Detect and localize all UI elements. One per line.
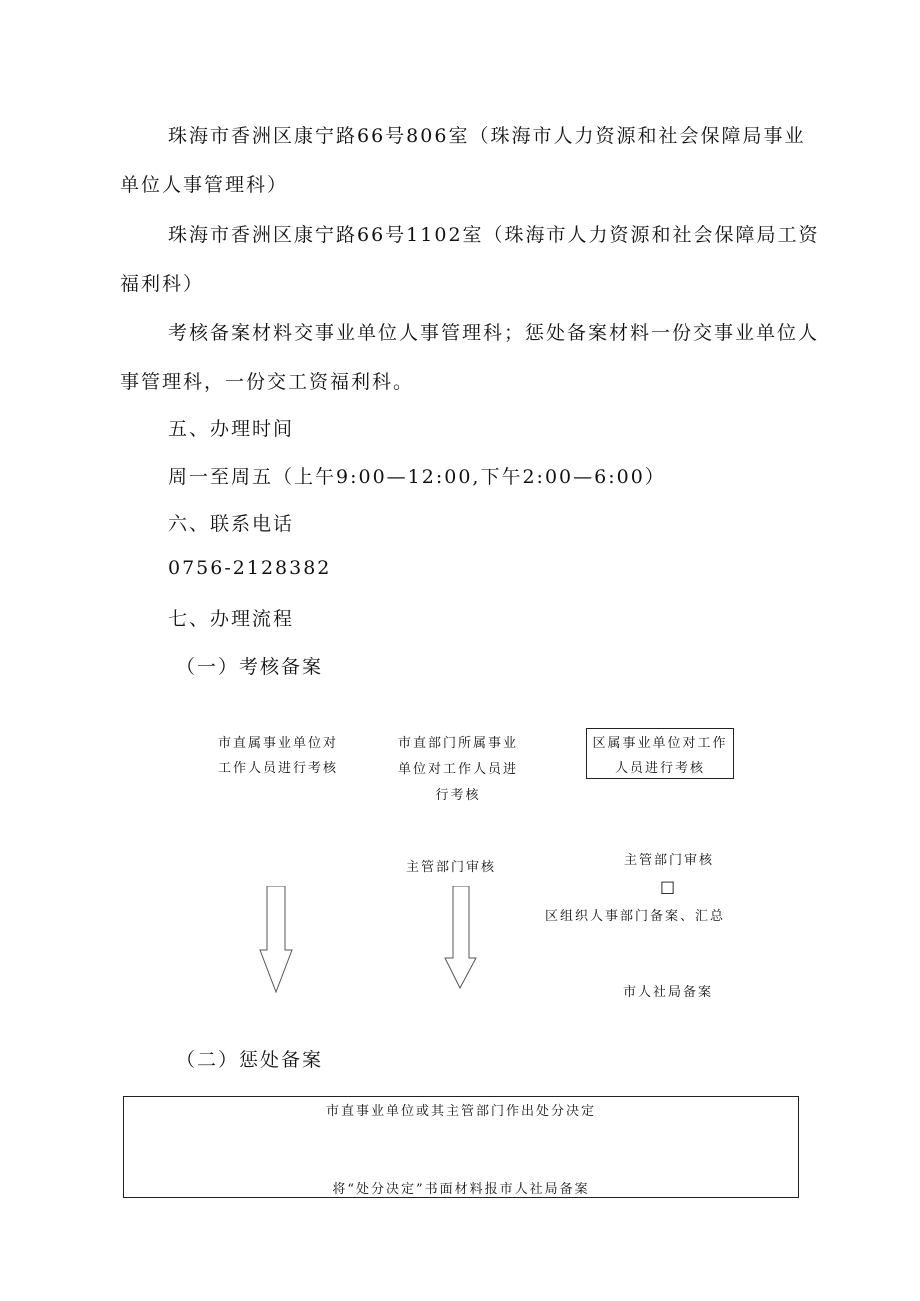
flow1-col3-text	[586, 731, 734, 781]
address-2-line-2: 福利科）	[120, 273, 205, 295]
flow1-col2-review: 主管部门审核	[406, 860, 497, 875]
flow1-col3-square-glyph: □	[660, 877, 678, 896]
flow1-col2-line3: 行考核	[435, 788, 481, 803]
subsection-1-heading: （一）考核备案	[176, 656, 324, 678]
flow1-col2-line2: 单位对工作人员进	[397, 762, 518, 777]
flow1-col2-line1: 市直部门所属事业	[397, 736, 518, 751]
flow1-col3-city: 市人社局备案	[623, 985, 714, 1000]
address-2-line-1: 珠海市香洲区康宁路66号1102室（珠海市人力资源和社会保障局工资	[168, 224, 820, 246]
address-1-line-1: 珠海市香洲区康宁路66号806室（珠海市人力资源和社会保障局事业	[168, 125, 806, 147]
flow1-col3-line1: 区属事业单位对工作	[592, 736, 728, 751]
office-hours: 周一至周五（上午9:00—12:00,下午2:00—6:00）	[168, 466, 666, 488]
flow2-step-2: 将“处分决定”书面材料报市人社局备案	[332, 1182, 590, 1197]
section-6-heading: 六、联系电话	[168, 513, 295, 535]
section-5-heading: 五、办理时间	[168, 418, 295, 440]
flow1-col1-text	[198, 731, 358, 781]
flow1-col1-line1: 市直属事业单位对	[217, 736, 338, 751]
submission-line-2: 事管理科，一份交工资福利科。	[120, 371, 415, 393]
submission-line-1: 考核备案材料交事业单位人事管理科；惩处备案材料一份交事业单位人	[168, 322, 820, 344]
contact-phone: 0756-2128382	[168, 557, 332, 579]
section-7-heading: 七、办理流程	[168, 608, 295, 630]
flow1-col3-district: 区组织人事部门备案、汇总	[545, 909, 726, 924]
flow1-col1-line2: 工作人员进行考核	[217, 761, 338, 776]
flow1-col1-down-arrow-icon	[256, 886, 296, 996]
address-1-line-2: 单位人事管理科）	[120, 174, 289, 196]
flow1-col3-review: 主管部门审核	[624, 853, 715, 868]
flow1-col2-text	[378, 731, 538, 809]
flow1-col2-down-arrow-icon	[443, 886, 479, 990]
flow1-col3-line2: 人员进行考核	[614, 761, 705, 776]
flow2-step-1: 市直事业单位或其主管部门作出处分决定	[325, 1104, 596, 1119]
subsection-2-heading: （二）惩处备案	[176, 1049, 324, 1071]
